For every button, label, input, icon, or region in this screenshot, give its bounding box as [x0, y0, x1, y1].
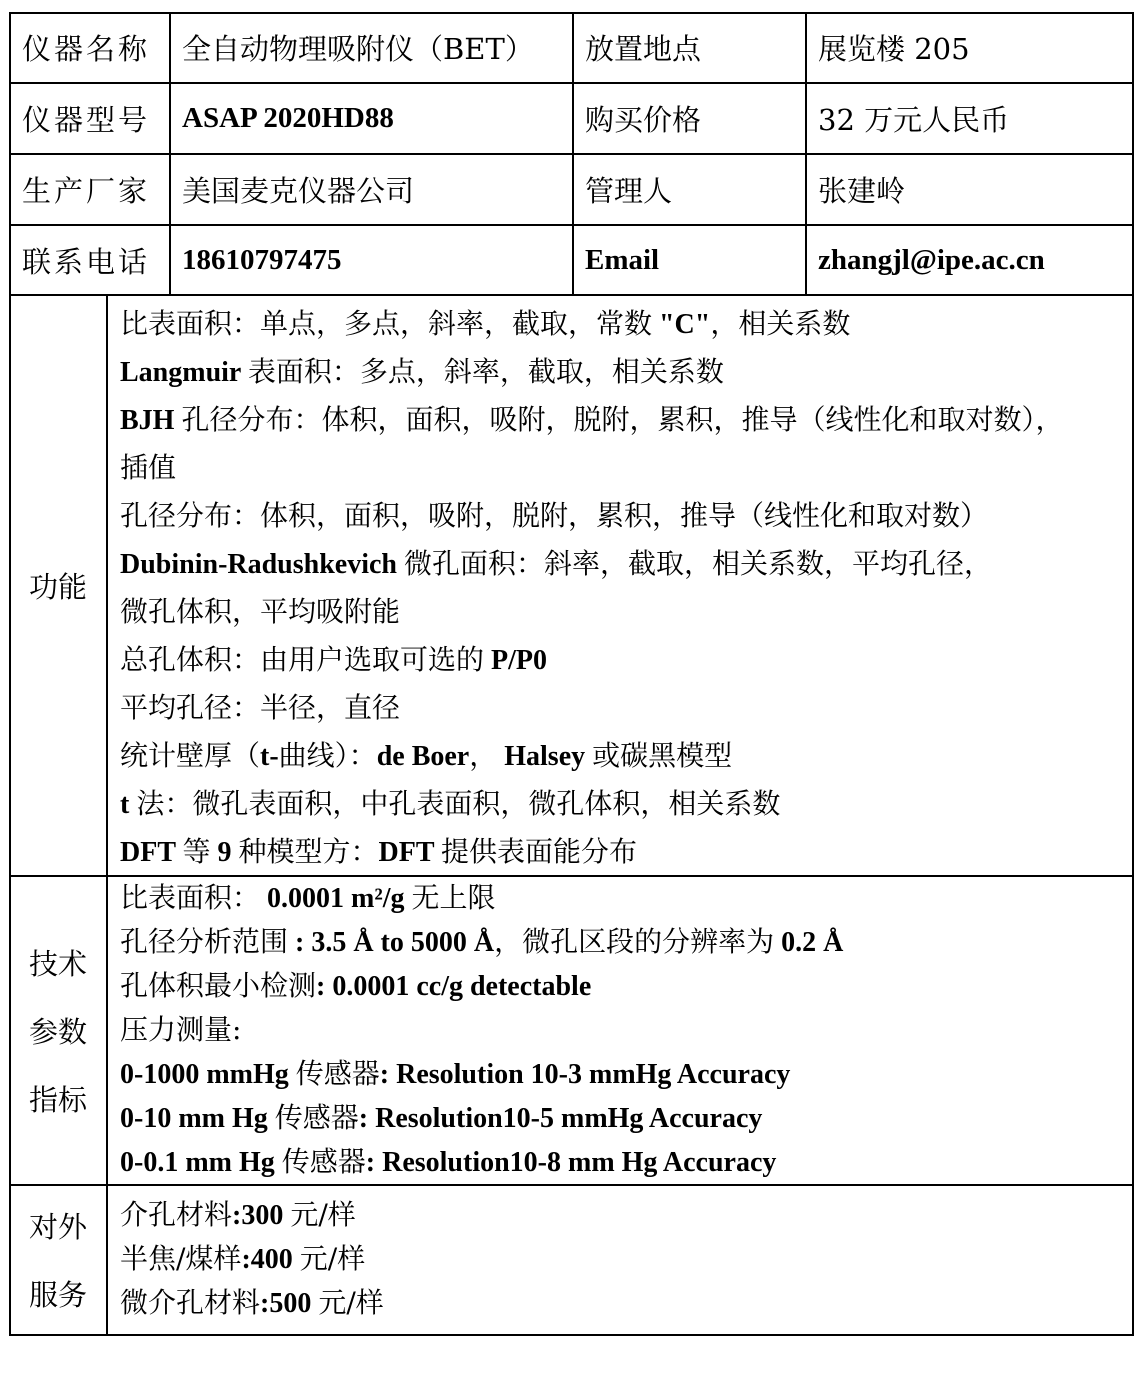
tech-param-line: 孔径分析范围 : 3.5 Å to 5000 Å，微孔区段的分辨率为 0.2 Å: [120, 925, 844, 958]
tech-params-label-line: 技术: [28, 947, 87, 981]
tech-params-label-line: 指标: [28, 1083, 87, 1117]
function-line: 统计壁厚（t-曲线）：de Boer， Halsey 或碳黑模型: [120, 739, 733, 772]
grid-column-rule: [805, 12, 807, 296]
manager-value: 张建岭: [818, 174, 906, 208]
function-line: 平均孔径：半径，直径: [120, 691, 401, 724]
tech-param-line: 0-10 mm Hg 传感器: Resolution10-5 mmHg Accuracy: [120, 1101, 763, 1134]
services-list: [120, 1193, 1132, 1325]
service-line: 介孔材料:300 元/样: [120, 1198, 356, 1231]
function-line: 插值: [120, 451, 177, 484]
functions-list: [120, 300, 1132, 876]
price-label: 购买价格: [585, 103, 702, 137]
tech-params-label: [10, 880, 106, 1184]
function-line: 孔径分布：体积，面积，吸附，脱附，累积，推导（线性化和取对数）: [120, 499, 989, 532]
grid-column-rule: [572, 12, 574, 296]
functions-label: [10, 297, 106, 877]
function-line: 微孔体积，平均吸附能: [120, 595, 401, 628]
tech-param-line: 压力测量:: [120, 1013, 242, 1046]
table-left-rule: [9, 12, 11, 1336]
manager-label: 管理人: [585, 174, 673, 208]
location-value: 展览楼 205: [818, 32, 970, 66]
function-line: BJH 孔径分布：体积，面积，吸附，脱附，累积，推导（线性化和取对数），: [120, 403, 1064, 436]
table-right-rule: [1132, 12, 1134, 1336]
function-line: Dubinin-Radushkevich 微孔面积：斜率，截取，相关系数，平均孔径，: [120, 547, 993, 580]
services-label-line: 对外: [28, 1210, 87, 1244]
manufacturer-value: 美国麦克仪器公司: [182, 174, 415, 208]
label-column-rule: [106, 294, 108, 1336]
model-value: ASAP 2020HD88: [182, 102, 394, 134]
tech-params-label-line: 参数: [28, 1015, 87, 1049]
services-label-line: 服务: [28, 1278, 87, 1312]
location-label: 放置地点: [585, 32, 702, 66]
manufacturer-label: 生产厂家: [22, 174, 151, 208]
services-label: [10, 1187, 106, 1335]
instrument-name-value: 全自动物理吸附仪（BET）: [182, 32, 534, 66]
functions-label-text: 功能: [28, 570, 87, 604]
price-value: 32 万元人民币: [818, 103, 1010, 137]
email-label: Email: [585, 244, 660, 276]
tech-params-list: [120, 876, 1132, 1184]
grid-column-rule: [169, 12, 171, 296]
service-line: 微介孔材料:500 元/样: [120, 1286, 384, 1319]
section-rule: [9, 1184, 1134, 1186]
function-line: DFT 等 9 种模型方：DFT 提供表面能分布: [120, 835, 638, 868]
email-value: zhangjl@ipe.ac.cn: [818, 244, 1045, 276]
function-line: t 法：微孔表面积，中孔表面积，微孔体积，相关系数: [120, 787, 781, 820]
function-line: 总孔体积：由用户选取可选的 P/P0: [120, 643, 548, 676]
phone-value: 18610797475: [182, 244, 342, 276]
model-label: 仪器型号: [22, 103, 151, 137]
instrument-name-label: 仪器名称: [22, 32, 151, 66]
tech-param-line: 0-0.1 mm Hg 传感器: Resolution10-8 mm Hg Accuracy: [120, 1145, 777, 1178]
function-line: 比表面积：单点，多点，斜率，截取，常数 "C"，相关系数: [120, 307, 851, 340]
service-line: 半焦/煤样:400 元/样: [120, 1242, 366, 1275]
tech-param-line: 比表面积： 0.0001 m²/g 无上限: [120, 881, 496, 914]
tech-param-line: 0-1000 mmHg 传感器: Resolution 10-3 mmHg Accuracy: [120, 1057, 791, 1090]
phone-label: 联系电话: [22, 245, 151, 279]
table-bottom-rule: [9, 1334, 1134, 1336]
section-rule: [9, 875, 1134, 877]
tech-param-line: 孔体积最小检测: 0.0001 cc/g detectable: [120, 969, 592, 1002]
function-line: Langmuir 表面积：多点，斜率，截取，相关系数: [120, 355, 724, 388]
